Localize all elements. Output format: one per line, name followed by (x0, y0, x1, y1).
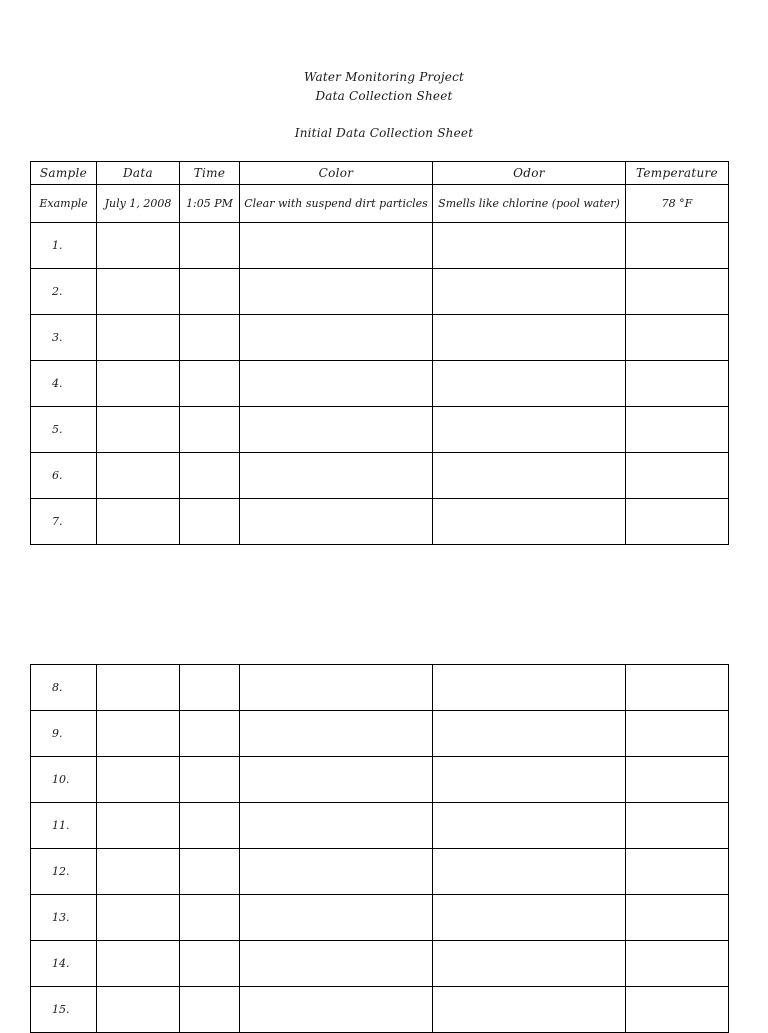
example-temperature-cell: 78 °F (626, 185, 729, 223)
data-entry-cell[interactable] (97, 803, 180, 849)
bottom-table-body (31, 665, 729, 1033)
odor-entry-cell[interactable] (433, 803, 626, 849)
color-entry-cell[interactable] (240, 269, 433, 315)
data-entry-cell[interactable] (97, 223, 180, 269)
odor-entry-cell[interactable] (433, 941, 626, 987)
color-entry-cell[interactable] (240, 361, 433, 407)
table-row (31, 223, 729, 269)
data-collection-table-continued (30, 664, 729, 1033)
column-header-color: Color (240, 162, 433, 185)
time-entry-cell[interactable] (180, 895, 240, 941)
sample-number-cell: 1. (31, 223, 97, 269)
column-header-sample: Sample (31, 162, 97, 185)
odor-entry-cell[interactable] (433, 665, 626, 711)
temperature-entry-cell[interactable] (626, 987, 729, 1033)
sample-number-cell: 13. (31, 895, 97, 941)
odor-entry-cell[interactable] (433, 361, 626, 407)
table-row (31, 895, 729, 941)
table-row (31, 499, 729, 545)
data-entry-cell[interactable] (97, 407, 180, 453)
sample-number-cell: 4. (31, 361, 97, 407)
color-entry-cell[interactable] (240, 757, 433, 803)
sample-number-cell: 14. (31, 941, 97, 987)
color-entry-cell[interactable] (240, 315, 433, 361)
column-header-data: Data (97, 162, 180, 185)
temperature-entry-cell[interactable] (626, 407, 729, 453)
time-entry-cell[interactable] (180, 665, 240, 711)
temperature-entry-cell[interactable] (626, 849, 729, 895)
odor-entry-cell[interactable] (433, 757, 626, 803)
odor-entry-cell[interactable] (433, 453, 626, 499)
sample-number-cell: 8. (31, 665, 97, 711)
odor-entry-cell[interactable] (433, 223, 626, 269)
odor-entry-cell[interactable] (433, 499, 626, 545)
data-entry-cell[interactable] (97, 987, 180, 1033)
temperature-entry-cell[interactable] (626, 315, 729, 361)
sample-number-cell: 11. (31, 803, 97, 849)
section-title: Initial Data Collection Sheet (294, 126, 474, 140)
temperature-entry-cell[interactable] (626, 895, 729, 941)
table-row (31, 315, 729, 361)
data-entry-cell[interactable] (97, 453, 180, 499)
sample-number-cell: 15. (31, 987, 97, 1033)
time-entry-cell[interactable] (180, 711, 240, 757)
table-row (31, 757, 729, 803)
temperature-entry-cell[interactable] (626, 941, 729, 987)
example-time-cell: 1:05 PM (180, 185, 240, 223)
color-entry-cell[interactable] (240, 665, 433, 711)
time-entry-cell[interactable] (180, 223, 240, 269)
time-entry-cell[interactable] (180, 453, 240, 499)
data-entry-cell[interactable] (97, 941, 180, 987)
odor-entry-cell[interactable] (433, 895, 626, 941)
time-entry-cell[interactable] (180, 803, 240, 849)
data-entry-cell[interactable] (97, 757, 180, 803)
time-entry-cell[interactable] (180, 499, 240, 545)
odor-entry-cell[interactable] (433, 407, 626, 453)
color-entry-cell[interactable] (240, 849, 433, 895)
time-entry-cell[interactable] (180, 987, 240, 1033)
column-header-time: Time (180, 162, 240, 185)
time-entry-cell[interactable] (180, 407, 240, 453)
sample-number-cell: 12. (31, 849, 97, 895)
data-entry-cell[interactable] (97, 895, 180, 941)
sample-number-cell: 7. (31, 499, 97, 545)
time-entry-cell[interactable] (180, 757, 240, 803)
table-row (31, 803, 729, 849)
temperature-entry-cell[interactable] (626, 361, 729, 407)
data-entry-cell[interactable] (97, 269, 180, 315)
table-row (31, 407, 729, 453)
time-entry-cell[interactable] (180, 849, 240, 895)
temperature-entry-cell[interactable] (626, 223, 729, 269)
top-table-body (31, 223, 729, 545)
color-entry-cell[interactable] (240, 453, 433, 499)
time-entry-cell[interactable] (180, 361, 240, 407)
odor-entry-cell[interactable] (433, 315, 626, 361)
temperature-entry-cell[interactable] (626, 453, 729, 499)
color-entry-cell[interactable] (240, 223, 433, 269)
odor-entry-cell[interactable] (433, 269, 626, 315)
column-header-temperature: Temperature (626, 162, 729, 185)
color-entry-cell[interactable] (240, 987, 433, 1033)
temperature-entry-cell[interactable] (626, 269, 729, 315)
example-sample-cell: Example (31, 185, 97, 223)
sample-number-cell: 9. (31, 711, 97, 757)
example-color-cell: Clear with suspend dirt particles (240, 185, 433, 223)
table-row (31, 941, 729, 987)
data-entry-cell[interactable] (97, 665, 180, 711)
sample-number-cell: 10. (31, 757, 97, 803)
color-entry-cell[interactable] (240, 895, 433, 941)
column-header-odor: Odor (433, 162, 626, 185)
temperature-entry-cell[interactable] (626, 665, 729, 711)
data-entry-cell[interactable] (97, 315, 180, 361)
data-entry-cell[interactable] (97, 849, 180, 895)
temperature-entry-cell[interactable] (626, 757, 729, 803)
example-data-cell: July 1, 2008 (97, 185, 180, 223)
example-row (31, 185, 729, 223)
table-row (31, 849, 729, 895)
example-odor-cell: Smells like chlorine (pool water) (433, 185, 626, 223)
table-row (31, 665, 729, 711)
sample-number-cell: 3. (31, 315, 97, 361)
odor-entry-cell[interactable] (433, 711, 626, 757)
color-entry-cell[interactable] (240, 407, 433, 453)
sample-number-cell: 5. (31, 407, 97, 453)
data-entry-cell[interactable] (97, 361, 180, 407)
project-title: Water Monitoring Project (303, 70, 465, 84)
table-row (31, 269, 729, 315)
data-collection-table (30, 161, 729, 545)
odor-entry-cell[interactable] (433, 849, 626, 895)
table-row (31, 711, 729, 757)
temperature-entry-cell[interactable] (626, 803, 729, 849)
color-entry-cell[interactable] (240, 499, 433, 545)
table-row (31, 987, 729, 1033)
sample-number-cell: 6. (31, 453, 97, 499)
temperature-entry-cell[interactable] (626, 499, 729, 545)
color-entry-cell[interactable] (240, 941, 433, 987)
table-header-row (31, 162, 729, 185)
time-entry-cell[interactable] (180, 315, 240, 361)
sheet-title: Data Collection Sheet (315, 89, 453, 103)
odor-entry-cell[interactable] (433, 987, 626, 1033)
temperature-entry-cell[interactable] (626, 711, 729, 757)
data-entry-cell[interactable] (97, 499, 180, 545)
color-entry-cell[interactable] (240, 803, 433, 849)
table-row (31, 361, 729, 407)
data-entry-cell[interactable] (97, 711, 180, 757)
sample-number-cell: 2. (31, 269, 97, 315)
table-row (31, 453, 729, 499)
time-entry-cell[interactable] (180, 269, 240, 315)
color-entry-cell[interactable] (240, 711, 433, 757)
time-entry-cell[interactable] (180, 941, 240, 987)
